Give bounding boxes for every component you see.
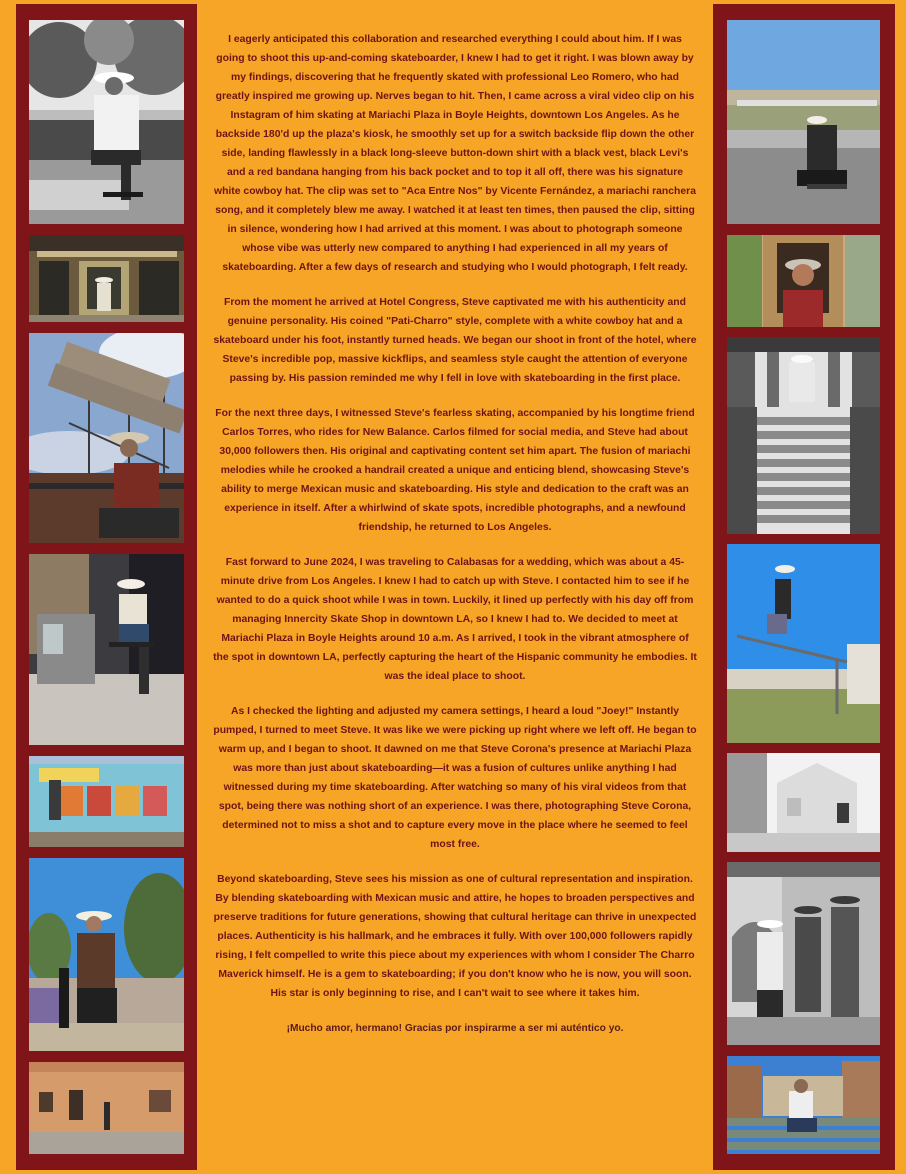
photo-hotel-congress-sign <box>29 333 184 543</box>
article-body <box>213 30 697 1054</box>
article-paragraph: As I checked the lighting and adjusted my camera settings, I heard a loud "Joey!" Instantly pumped, I turned to meet Steve. It was like we were picking up right where we left off. He began to warm up, and I began to shoot. It dawned on me that Steve Corona's presence at Mariachi Plaza was more than just about skateboarding—it was a fusion of cultures unlike anything I had witnessed during my time skateboarding. After watching so many of his viral videos from that spot, being there was nothing short of an experience. I was there, photographing Steve Corona, determined not to miss a shot and to capture every move in the place where he seemed to feel most free. <box>213 706 697 850</box>
photo-white-building-bw <box>727 753 880 852</box>
photo-skater-stairs-bw <box>727 337 880 534</box>
photo-street-building <box>29 1062 184 1154</box>
photo-handrail-trick <box>727 544 880 743</box>
photo-skater-newsbox <box>29 554 184 745</box>
article-paragraph: Fast forward to June 2024, I was traveling to Calabasas for a wedding, which was about a 45-minute drive from Los Angeles. I knew I had to catch up with Steve. I contacted him to see if he wanted to do a quick shoot while I was in town. Luckily, it lined up perfectly with his day off from managing Innercity Skate Shop in downtown LA, so I knew I had to. We decided to meet at Mariachi Plaza in Boyle Heights around 10 a.m. As I arrived, I took in the vibrant atmosphere of the spot in downtown LA, perfectly capturing the heart of the Hispanic community he embodies. It was the ideal place to shoot. <box>213 557 697 682</box>
photo-statues-bw <box>727 862 880 1045</box>
photo-portrait-doorway <box>727 235 880 327</box>
photo-hotel-storefront <box>29 235 184 322</box>
article-closing: ¡Mucho amor, hermano! Gracias por inspirarme a ser mi auténtico yo. <box>286 1023 624 1034</box>
article-paragraph: From the moment he arrived at Hotel Congress, Steve captivated me with his authenticity and genuine personality. His coined "Pati-Charro" style, complete with a white cowboy hat and a skateboard under his foot, instantly turned heads. We began our shoot in front of the hotel, where Steve's incredible pop, massive kickflips, and seamless style caught the attention of everyone passing by. His passion reminded me why I fell in love with skateboarding in the first place. <box>213 297 697 384</box>
photo-skater-cacti <box>29 858 184 1051</box>
article-paragraph: Beyond skateboarding, Steve sees his mission as one of cultural representation and inspiration. By blending skateboarding with Mexican music and attire, he hopes to broaden perspectives and preserve traditions for future generations, showing that cultural heritage can thrive in unexpected places. Authenticity is his hallmark, and he embraces it fully. With over 100,000 followers rapidly rising, I felt compelled to write this piece about my experiences with whom I consider The Charro Maverick himself. He is a gem to skateboarding; if you don't know who he is now, you will soon. His star is only beginning to rise, and I can't wait to see where it takes him. <box>213 874 697 999</box>
article-paragraph: For the next three days, I witnessed Steve's fearless skating, accompanied by his longtime friend Carlos Torres, who rides for New Balance. Carlos filmed for social media, and Steve had about 30,000 followers then. His original and captivating content set him apart. The fusion of mariachi melodies while he crooked a handrail created a unique and enticing blend, showcasing Steve's ability to merge Mexican music and skateboarding. His style and dedication to the craft was an experience in itself. After a whirlwind of skate spots, incredible photographs, and a newfound friendship, he returned to Los Angeles. <box>215 408 695 533</box>
article-paragraph: I eagerly anticipated this collaboration and researched everything I could about him. If I was going to shoot this up-and-coming skateboarder, I knew I had to get it right. I was blown away by my findings, discovering that he frequently skated with professional Leo Romero, who had greatly inspired me growing up. Nerves began to hit. Then, I came across a viral video clip on his Instagram of him skating at Mariachi Plaza in Boyle Heights, downtown Los Angeles. As he backside 180'd up the plaza's kiosk, he smoothly set up for a switch backside flip down the other side, landing flawlessly in a black long-sleeve button-down shirt with a black vest, black Levi's and a red bandana hanging from his back pocket and to top it all off, there was his signature white cowboy hat. The clip was set to "Aca Entre Nos" by Vicente Fernández, a mariachi ranchera song, and it completely blew me away. I watched it at least ten times, then paused the clip, sitting in silence, wondering how I had arrived at this moment. I was about to photograph someone whose vibe was utterly new compared to anything I had experienced in all my years of skateboarding. After a few days of research and studying who I would photograph, I felt ready. <box>213 34 696 273</box>
photo-greetings-mural <box>29 756 184 847</box>
photo-skater-road <box>727 20 880 224</box>
photo-skater-sitting-bw <box>29 20 184 224</box>
right-photo-column <box>713 4 895 1170</box>
left-photo-column <box>16 4 197 1170</box>
photo-sitting-steps <box>727 1056 880 1154</box>
